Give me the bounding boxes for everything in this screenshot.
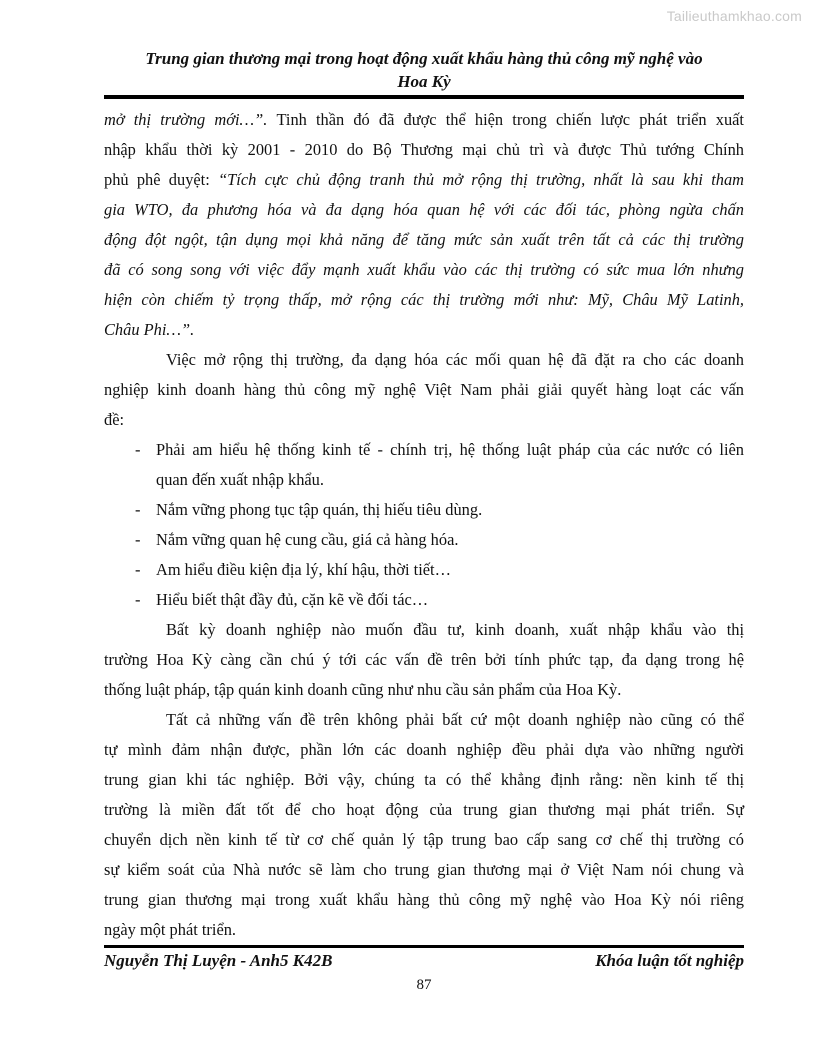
text-line: nghiệp kinh doanh hàng thủ công mỹ nghệ Việt Nam phải giải quyết hàng loạt các vấn xyxy=(104,380,744,399)
list-item xyxy=(104,585,744,615)
text-line: Tất cả những vấn đề trên không phải bất cứ một doanh nghiệp nào cũng có thể xyxy=(166,710,744,729)
header-title-line1: Trung gian thương mại trong hoạt động xuất khẩu hàng thủ công mỹ nghệ vào xyxy=(145,49,703,68)
text-line: thống luật pháp, tập quán kinh doanh cũng như nhu cầu sản phẩm của Hoa Kỳ. xyxy=(104,680,622,699)
text-line: Nắm vững phong tục tập quán, thị hiếu tiêu dùng. xyxy=(156,500,483,519)
text-line: chuyển dịch nền kinh tế từ cơ chế quản lý tập trung bao cấp sang cơ chế thị trường có xyxy=(104,830,744,849)
text-line: Phải am hiểu hệ thống kinh tế - chính trị, hệ thống luật pháp của các nước có liên xyxy=(156,440,744,459)
text-line: Việc mở rộng thị trường, đa dạng hóa các mối quan hệ đã đặt ra cho các doanh xyxy=(166,350,744,369)
page-number: 87 xyxy=(416,977,432,993)
text-line: Nắm vững quan hệ cung cầu, giá cả hàng hóa. xyxy=(156,530,459,549)
header-rule xyxy=(104,95,744,99)
header-title-line2: Hoa Kỳ xyxy=(397,72,451,91)
page-header xyxy=(104,0,744,93)
list-dash: - xyxy=(135,500,141,519)
text-line: gia WTO, đa phương hóa và đa dạng hóa quan hệ với các đối tác, phòng ngừa chấn xyxy=(104,200,744,219)
list-dash: - xyxy=(135,560,141,579)
text-line: đề: xyxy=(104,410,125,429)
list-item xyxy=(104,555,744,585)
text-line: Châu Phi…”. xyxy=(104,320,195,339)
text-line: động đột ngột, tận dụng mọi khả năng để tăng mức sản xuất trên tất cả các thị trường xyxy=(104,230,744,249)
text-line: Bất kỳ doanh nghiệp nào muốn đầu tư, kinh doanh, xuất nhập khẩu vào thị xyxy=(166,620,744,639)
watermark: Tailieuthamkhao.com xyxy=(666,8,802,24)
footer-author: Nguyễn Thị Luyện - Anh5 K42B xyxy=(104,951,333,970)
list-item xyxy=(104,495,744,525)
paragraph xyxy=(104,345,744,435)
list-item xyxy=(104,525,744,555)
paragraph xyxy=(104,705,744,945)
footer-thesis-label: Khóa luận tốt nghiệp xyxy=(595,951,744,970)
text-line: đã có song song với việc đẩy mạnh xuất khẩu vào các thị trường có sức mua lớn nhưng xyxy=(104,260,744,279)
text-line: trung gian khi tác nghiệp. Bởi vậy, chúng ta có thể khẳng định rằng: nền kinh tế thị xyxy=(104,770,744,789)
text-line: Hiểu biết thật đầy đủ, cặn kẽ về đối tác… xyxy=(156,590,429,609)
text-line: phủ phê duyệt: “Tích cực chủ động tranh thủ mở rộng thị trường, nhất là sau khi tham xyxy=(104,170,745,189)
body-text xyxy=(104,105,744,945)
list-dash: - xyxy=(135,530,141,549)
text-line: tự mình đảm nhận được, phần lớn các doanh nghiệp đều phải dựa vào những người xyxy=(104,740,744,759)
text-line: Am hiểu điều kiện địa lý, khí hậu, thời tiết… xyxy=(156,560,451,579)
paragraph xyxy=(104,105,744,345)
text-line: hiện còn chiếm tỷ trọng thấp, mở rộng các thị trường mới như: Mỹ, Châu Mỹ Latinh, xyxy=(104,290,744,309)
list-item xyxy=(104,435,744,495)
text-line: trường Hoa Kỳ càng cần chú ý tới các vấn đề trên bởi tính phức tạp, đa dạng trong hệ xyxy=(104,650,744,669)
text-line: nhập khẩu thời kỳ 2001 - 2010 do Bộ Thương mại chủ trì và được Thủ tướng Chính xyxy=(104,140,744,159)
text-line: sự kiểm soát của Nhà nước sẽ làm cho trung gian thương mại ở Việt Nam nói chung và xyxy=(104,860,744,879)
text-line: quan đến xuất nhập khẩu. xyxy=(156,470,324,489)
list-dash: - xyxy=(135,440,141,459)
list-dash: - xyxy=(135,590,141,609)
text-line: trường là miền đất tốt để cho hoạt động của trung gian thương mại phát triển. Sự xyxy=(104,800,744,819)
text-line: mở thị trường mới…”. Tinh thần đó đã được thể hiện trong chiến lược phát triển xuất xyxy=(104,110,744,129)
page-content xyxy=(104,0,744,994)
footer xyxy=(104,948,744,972)
text-line: ngày một phát triển. xyxy=(104,920,237,939)
paragraph xyxy=(104,615,744,705)
text-line: trung gian thương mại trong xuất khẩu hàng thủ công mỹ nghệ vào Hoa Kỳ nói riêng xyxy=(104,890,744,909)
